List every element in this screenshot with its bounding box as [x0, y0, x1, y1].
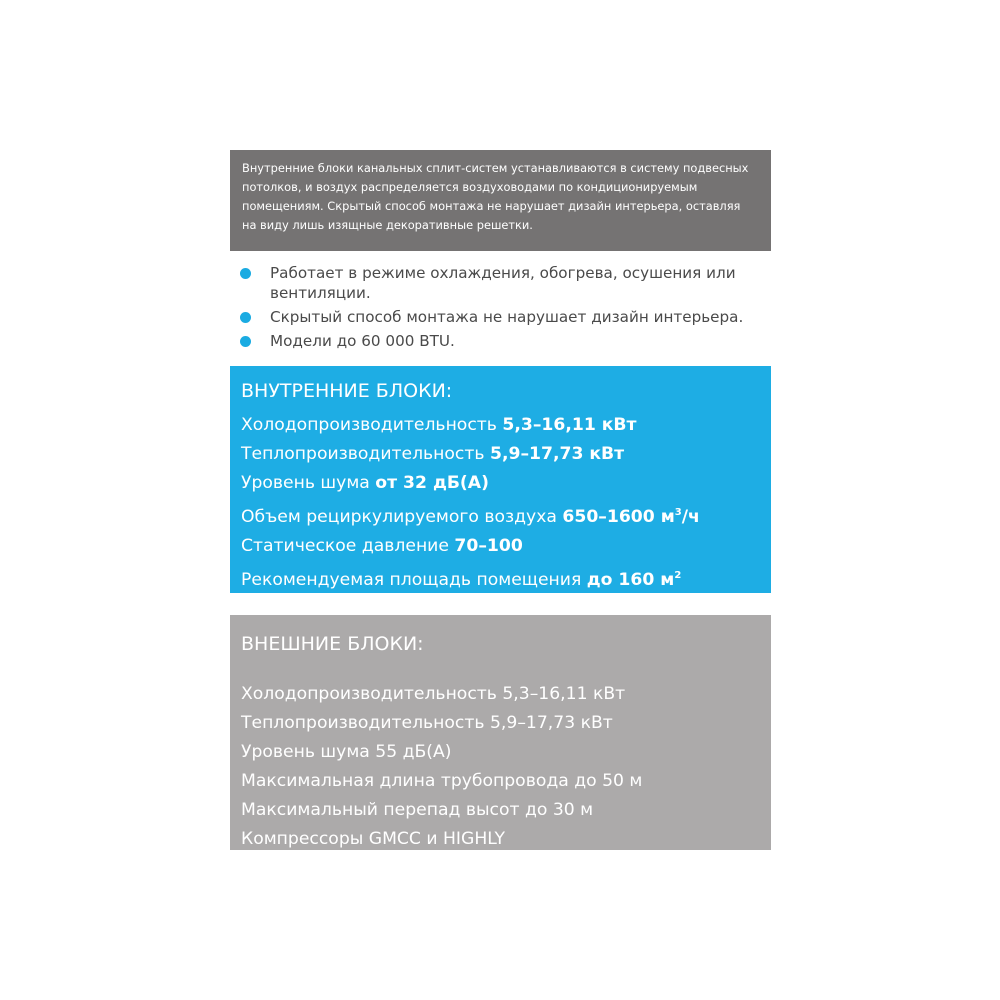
spec-value: 5,9–17,73 кВт [490, 444, 625, 464]
spec-row [241, 469, 771, 498]
spec-value-main: 650–1600 м [562, 507, 675, 527]
feature-text: Скрытый способ монтажа не нарушает дизайн интерьера. [270, 308, 744, 326]
spec-label: Уровень шума [241, 473, 376, 493]
intro-line: на виду лишь изящные декоративные решетки. [242, 218, 533, 232]
spec-label: Холодопроизводительность [241, 415, 503, 435]
spec-value-sup: 2 [674, 570, 682, 581]
feature-text: Работает в режиме охлаждения, обогрева, осушения или [270, 264, 736, 282]
bullet-dot-icon [240, 336, 251, 347]
intro-line: Внутренние блоки канальных сплит-систем устанавливаются в систему подвесных [242, 161, 749, 175]
spec-row: Максимальный перепад высот до 30 м [241, 800, 594, 820]
intro-line: помещениям. Скрытый способ монтажа не нарушает дизайн интерьера, оставляя [242, 199, 741, 213]
spec-value-sup: 3 [674, 507, 682, 518]
spec-row [241, 411, 771, 440]
intro-line: потолков, и воздух распределяется воздуховодами по кондиционируемым [242, 180, 698, 194]
bullet-dot-icon [240, 312, 251, 323]
feature-item [240, 307, 780, 327]
spec-row [241, 532, 771, 561]
outdoor-units-title: ВНЕШНИЕ БЛОКИ: [241, 633, 424, 655]
feature-item [240, 263, 780, 303]
spec-value: 5,3–16,11 кВт [502, 415, 637, 435]
outdoor-specs-list [241, 680, 771, 854]
spec-label: Теплопроизводительность [241, 444, 490, 464]
spec-row [241, 561, 771, 595]
spec-row: Холодопроизводительность 5,3–16,11 кВт [241, 684, 626, 704]
spec-value: 70–100 [454, 536, 523, 556]
indoor-units-title: ВНУТРЕННИЕ БЛОКИ: [241, 380, 453, 402]
spec-value-after: /ч [681, 507, 700, 527]
spec-value [562, 507, 699, 527]
spec-row [241, 498, 771, 532]
spec-row: Уровень шума 55 дБ(А) [241, 742, 452, 762]
feature-text: вентиляции. [270, 284, 371, 302]
spec-value: от 32 дБ(А) [375, 473, 489, 493]
intro-block [230, 150, 771, 251]
spec-row: Максимальная длина трубопровода до 50 м [241, 771, 643, 791]
bullet-dot-icon [240, 268, 251, 279]
feature-item [240, 331, 780, 351]
spec-row: Теплопроизводительность 5,9–17,73 кВт [241, 713, 613, 733]
spec-value [587, 570, 682, 590]
indoor-specs-list [241, 411, 771, 595]
spec-label: Статическое давление [241, 536, 455, 556]
indoor-units-panel [230, 366, 771, 593]
spec-row [241, 440, 771, 469]
feature-text: Модели до 60 000 BTU. [270, 332, 455, 350]
spec-label: Объем рециркулируемого воздуха [241, 507, 563, 527]
spec-row: Компрессоры GMCC и HIGHLY [241, 829, 506, 849]
spec-value-main: до 160 м [586, 570, 675, 590]
feature-list [240, 263, 780, 355]
outdoor-units-panel [230, 615, 771, 850]
spec-label: Рекомендуемая площадь помещения [241, 570, 587, 590]
